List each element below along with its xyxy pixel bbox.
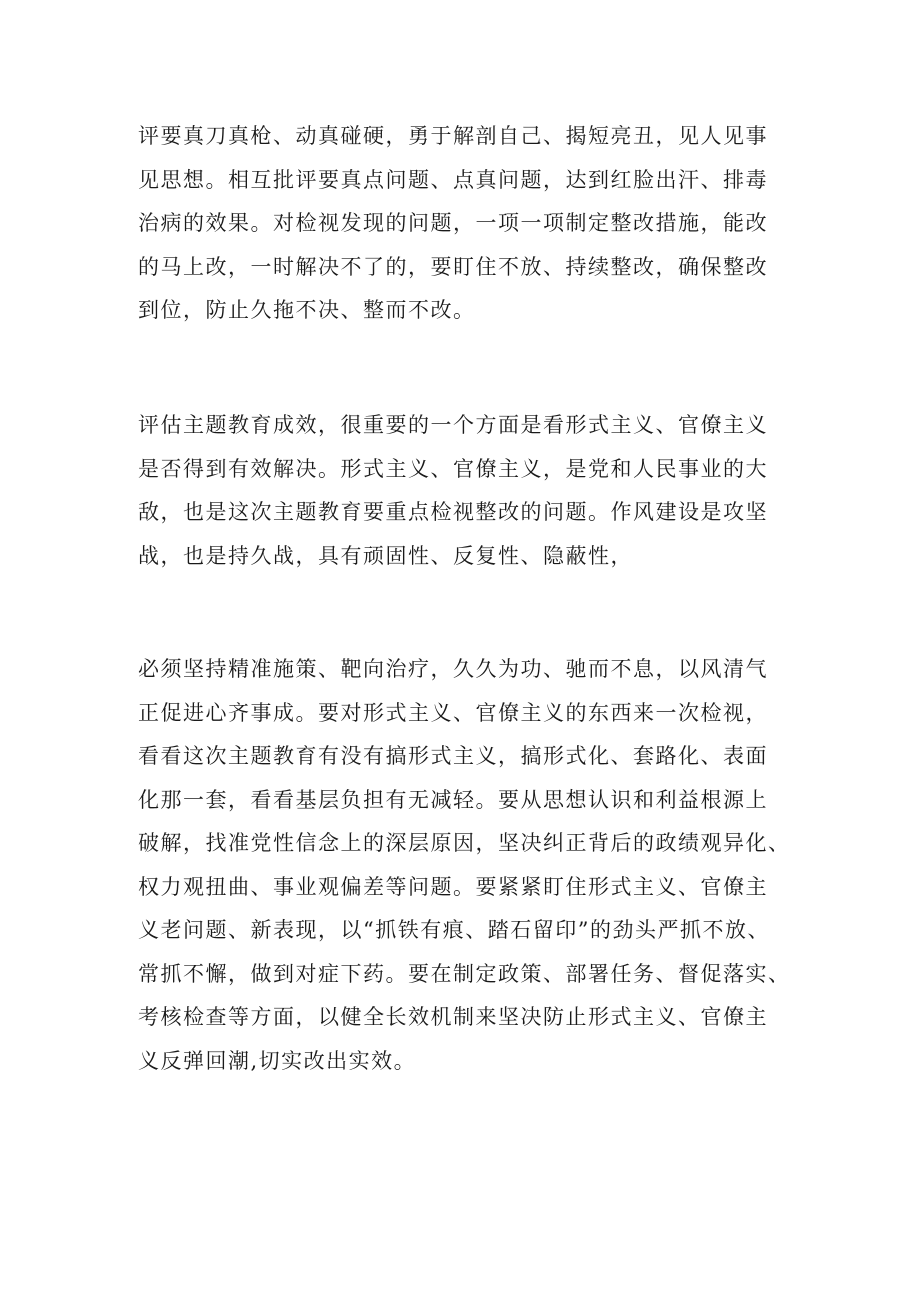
text-line: 破解，找准党性信念上的深层原因，坚决纠正背后的政绩观异化、 (138, 831, 791, 855)
text-line: 评估主题教育成效，很重要的一个方面是看形式主义、官僚主义 (138, 413, 768, 437)
text-line: 的马上改，一时解决不了的，要盯住不放、持续整改，确保整改 (138, 254, 768, 279)
text-line: 是否得到有效解决。形式主义、官僚主义，是党和人民事业的大 (138, 456, 768, 481)
paragraph-3 (138, 648, 791, 1083)
paragraph-2 (138, 404, 768, 578)
text-line: 义老问题、新表现，以“抓铁有痕、踏石留印”的劲头严抓不放、 (138, 918, 770, 942)
text-line: 常抓不懈，做到对症下药。要在制定政策、部署任务、督促落实、 (138, 961, 791, 986)
text-line: 权力观扭曲、事业观偏差等问题。要紧紧盯住形式主义、官僚主 (138, 874, 768, 899)
text-line: 化那一套，看看基层负担有无减轻。要从思想认识和利益根源上 (138, 787, 768, 812)
text-line: 敌，也是这次主题教育要重点检视整改的问题。作风建设是攻坚 (138, 500, 768, 524)
text-line: 必须坚持精准施策、靶向治疗，久久为功、驰而不息，以风清气 (138, 657, 768, 681)
text-line: 评要真刀真枪、动真碰硬，勇于解剖自己、揭短亮丑，见人见事 (138, 124, 768, 148)
text-line: 看看这次主题教育有没有搞形式主义，搞形式化、套路化、表面 (138, 744, 768, 768)
paragraph-1 (138, 115, 768, 333)
text-line: 治病的效果。对检视发现的问题，一项一项制定整改措施，能改 (138, 211, 768, 235)
text-line: 见思想。相互批评要真点问题、点真问题，达到红脸出汗、排毒 (138, 167, 768, 192)
text-line: 义反弹回潮,切实改出实效。 (138, 1048, 417, 1073)
text-line: 正促进心齐事成。要对形式主义、官僚主义的东西来一次检视， (138, 700, 768, 725)
text-line: 战，也是持久战，具有顽固性、反复性、隐蔽性， (138, 543, 633, 568)
text-line: 到位，防止久拖不决、整而不改。 (138, 298, 476, 322)
text-line: 考核检查等方面，以健全长效机制来坚决防止形式主义、官僚主 (138, 1005, 768, 1029)
